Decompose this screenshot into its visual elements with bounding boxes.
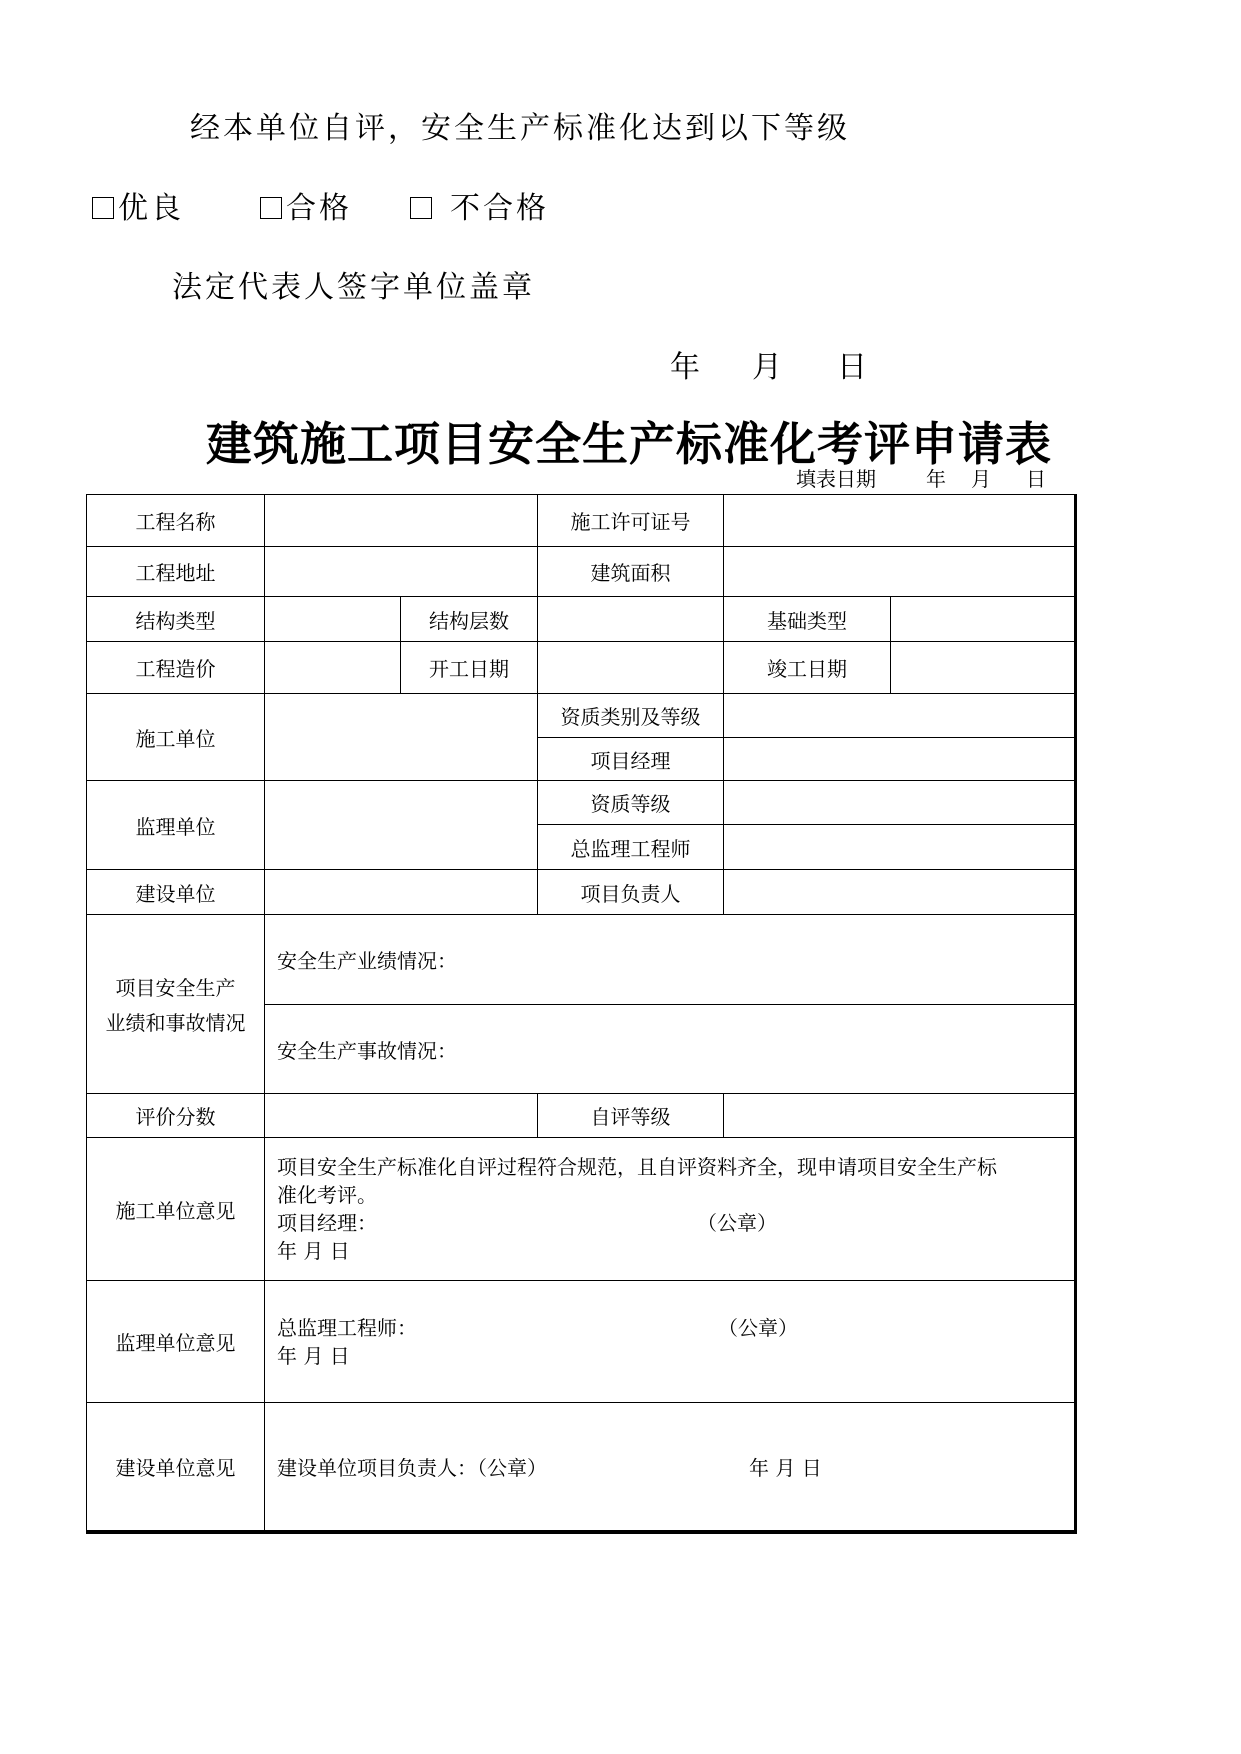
label-structure-floors: 结构层数 bbox=[401, 597, 538, 642]
contractor-seal: （公章） bbox=[697, 1211, 777, 1235]
field-project-cost[interactable] bbox=[265, 642, 401, 694]
label-supervisor-opinion: 监理单位意见 bbox=[87, 1281, 265, 1403]
field-project-leader[interactable] bbox=[724, 870, 1077, 915]
field-building-area[interactable] bbox=[724, 547, 1077, 597]
field-structure-type[interactable] bbox=[265, 597, 401, 642]
label-self-grade: 自评等级 bbox=[538, 1094, 724, 1138]
checkbox[interactable] bbox=[260, 197, 282, 219]
field-safety-accidents[interactable] bbox=[265, 1005, 1077, 1094]
label-project-manager: 项目经理 bbox=[538, 738, 724, 781]
preamble-month: 月 bbox=[752, 350, 785, 385]
field-project-name[interactable] bbox=[265, 495, 538, 547]
supervisor-seal: （公章） bbox=[718, 1315, 798, 1340]
label-permit-no: 施工许可证号 bbox=[538, 495, 724, 547]
label-start-date: 开工日期 bbox=[401, 642, 538, 694]
fill-date-label: 填表日期 bbox=[796, 467, 876, 491]
field-score[interactable] bbox=[265, 1094, 538, 1138]
field-owner[interactable] bbox=[265, 870, 538, 915]
field-qualification-category[interactable] bbox=[724, 694, 1077, 738]
field-completion-date[interactable] bbox=[891, 642, 1077, 694]
field-self-grade[interactable] bbox=[724, 1094, 1077, 1138]
fill-date-day: 日 bbox=[1026, 467, 1046, 491]
label-structure-type: 结构类型 bbox=[87, 597, 265, 642]
preamble-day: 日 bbox=[837, 350, 870, 385]
form-title: 建筑施工项目安全生产标准化考评申请表 bbox=[206, 417, 1052, 471]
field-project-address[interactable] bbox=[265, 547, 538, 597]
label-completion-date: 竣工日期 bbox=[724, 642, 891, 694]
chief-supervisor-sign-label: 总监理工程师： bbox=[277, 1315, 417, 1340]
label-safety-performance bbox=[87, 915, 265, 1094]
label-qualification-category: 资质类别及等级 bbox=[538, 694, 724, 738]
checkbox[interactable] bbox=[92, 197, 114, 219]
field-qualification-grade[interactable] bbox=[724, 781, 1077, 825]
field-chief-supervisor[interactable] bbox=[724, 825, 1077, 870]
label-building-area: 建筑面积 bbox=[538, 547, 724, 597]
grade-option-excellent[interactable] bbox=[92, 183, 184, 227]
project-manager-sign-label: 项目经理： bbox=[277, 1211, 377, 1235]
field-project-manager[interactable] bbox=[724, 738, 1077, 781]
grade-option-label: 优良 bbox=[118, 191, 184, 226]
field-permit-no[interactable] bbox=[724, 495, 1077, 547]
label-foundation-type: 基础类型 bbox=[724, 597, 891, 642]
contractor-opinion-text-2: 准化考评。 bbox=[277, 1183, 377, 1207]
grade-option-pass[interactable] bbox=[260, 183, 352, 227]
label-project-name: 工程名称 bbox=[87, 495, 265, 547]
application-form-table bbox=[86, 494, 1077, 1531]
label-safety-performance-line2: 业绩和事故情况 bbox=[105, 1011, 246, 1035]
grade-option-fail[interactable] bbox=[410, 183, 549, 227]
safety-accident-prompt: 安全生产事故情况： bbox=[277, 1038, 457, 1063]
checkbox[interactable] bbox=[410, 197, 432, 219]
field-supervisor[interactable] bbox=[265, 781, 538, 870]
label-contractor-opinion: 施工单位意见 bbox=[87, 1138, 265, 1281]
self-evaluation-statement: 经本单位自评，安全生产标准化达到以下等级 bbox=[190, 111, 850, 146]
preamble-year: 年 bbox=[670, 350, 703, 385]
field-owner-opinion[interactable] bbox=[265, 1403, 1077, 1531]
field-start-date[interactable] bbox=[538, 642, 724, 694]
label-project-address: 工程地址 bbox=[87, 547, 265, 597]
field-contractor-opinion[interactable] bbox=[265, 1138, 1077, 1281]
fill-date-year: 年 bbox=[926, 467, 946, 491]
field-contractor[interactable] bbox=[265, 694, 538, 781]
legal-representative-signature: 法定代表人签字单位盖章 bbox=[172, 270, 535, 305]
label-owner-opinion: 建设单位意见 bbox=[87, 1403, 265, 1531]
owner-leader-sign-label: 建设单位项目负责人：（公章） bbox=[277, 1456, 547, 1480]
label-owner: 建设单位 bbox=[87, 870, 265, 915]
label-project-leader: 项目负责人 bbox=[538, 870, 724, 915]
grade-option-label: 不合格 bbox=[450, 191, 549, 226]
safety-performance-prompt: 安全生产业绩情况： bbox=[277, 949, 457, 973]
label-safety-performance-line1: 项目安全生产 bbox=[115, 976, 236, 1000]
field-supervisor-opinion[interactable] bbox=[265, 1281, 1077, 1403]
field-structure-floors[interactable] bbox=[538, 597, 724, 642]
label-score: 评价分数 bbox=[87, 1094, 265, 1138]
fill-date-month: 月 bbox=[971, 467, 991, 491]
label-project-cost: 工程造价 bbox=[87, 642, 265, 694]
label-contractor: 施工单位 bbox=[87, 694, 265, 781]
supervisor-opinion-date: 年 月 日 bbox=[277, 1343, 350, 1368]
field-safety-performance[interactable] bbox=[265, 915, 1077, 1005]
field-foundation-type[interactable] bbox=[891, 597, 1077, 642]
grade-option-label: 合格 bbox=[286, 191, 352, 226]
label-supervisor: 监理单位 bbox=[87, 781, 265, 870]
label-chief-supervisor: 总监理工程师 bbox=[538, 825, 724, 870]
label-qualification-grade: 资质等级 bbox=[538, 781, 724, 825]
contractor-opinion-text-1: 项目安全生产标准化自评过程符合规范，且自评资料齐全，现申请项目安全生产标 bbox=[277, 1155, 997, 1179]
contractor-opinion-date: 年 月 日 bbox=[277, 1239, 350, 1263]
owner-opinion-date: 年 月 日 bbox=[749, 1456, 822, 1480]
